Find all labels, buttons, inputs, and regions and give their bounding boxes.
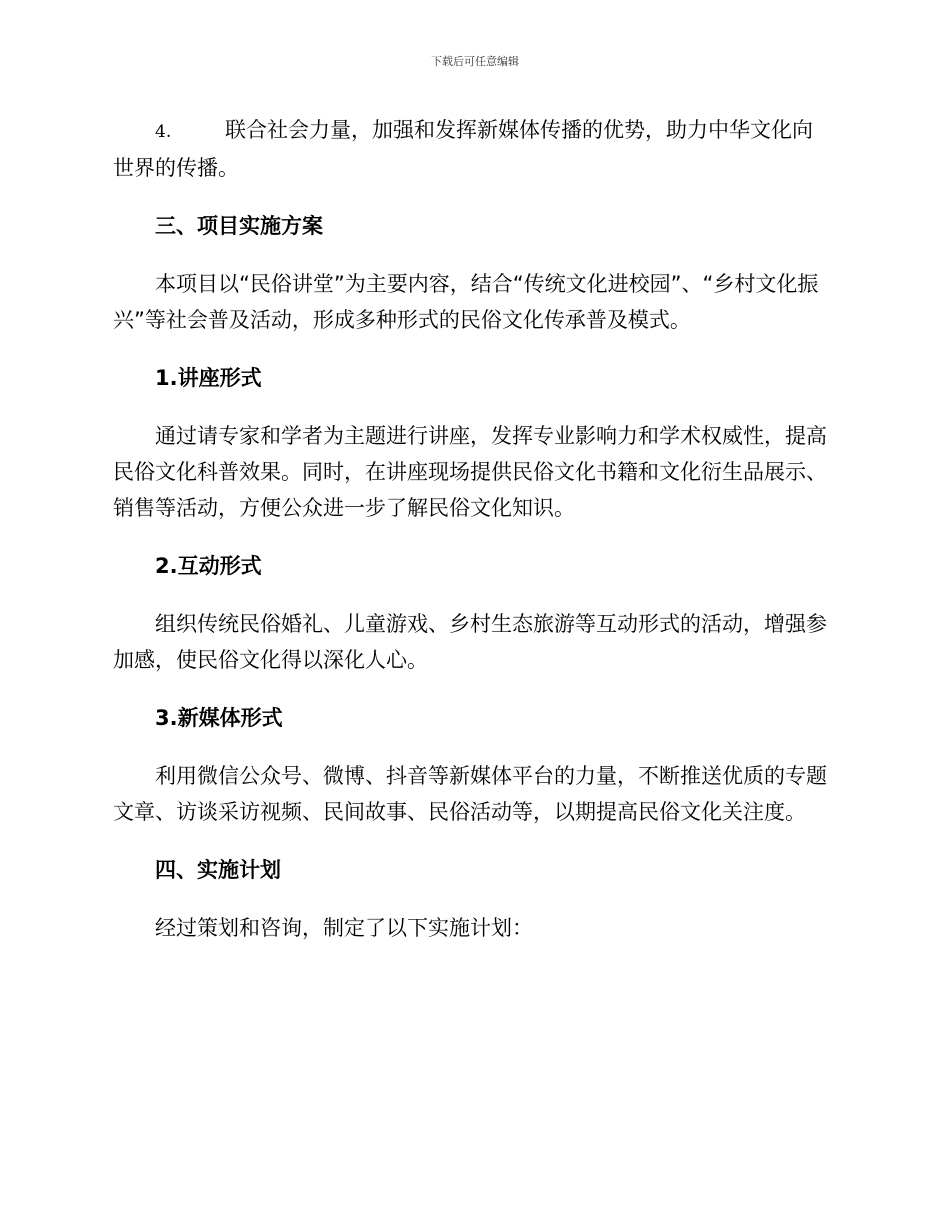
header-note: 下载后可任意编辑 bbox=[431, 55, 519, 68]
lecture-paragraph: 通过请专家和学者为主题进行讲座，发挥专业影响力和学术权威性，提高民俗文化科普效果。同时，在讲座现场提供民俗文化书籍和文化衍生品展示、销售等活动，方便公众进一步了解民俗文化知识。 bbox=[113, 424, 827, 520]
section-3-intro: 本项目以“民俗讲堂”为主要内容，结合“传统文化进校园”、“乡村文化振兴”等社会普及活动，形成多种形式的民俗文化传承普及模式。 bbox=[113, 272, 819, 332]
section-4-intro: 经过策划和咨询，制定了以下实施计划： bbox=[155, 916, 533, 940]
list-item-text: 联合社会力量，加强和发挥新媒体传播的优势，助力中华文化向世界的传播。 bbox=[113, 118, 813, 180]
section-heading-4: 四、实施计划 bbox=[155, 858, 281, 882]
subheading-new-media: 3.新媒体形式 bbox=[155, 706, 283, 730]
list-item-number: 4. bbox=[155, 122, 172, 142]
interactive-paragraph: 组织传统民俗婚礼、儿童游戏、乡村生态旅游等互动形式的活动，增强参加感，使民俗文化得以深化人心。 bbox=[113, 612, 827, 672]
new-media-paragraph: 利用微信公众号、微博、抖音等新媒体平台的力量，不断推送优质的专题文章、访谈采访视频、民间故事、民俗活动等，以期提高民俗文化关注度。 bbox=[113, 764, 827, 824]
subheading-interactive: 2.互动形式 bbox=[155, 554, 262, 578]
document-body bbox=[113, 112, 833, 946]
subheading-lecture: 1.讲座形式 bbox=[155, 366, 262, 390]
list-item-4 bbox=[113, 112, 833, 186]
section-heading-3: 三、项目实施方案 bbox=[155, 214, 323, 238]
